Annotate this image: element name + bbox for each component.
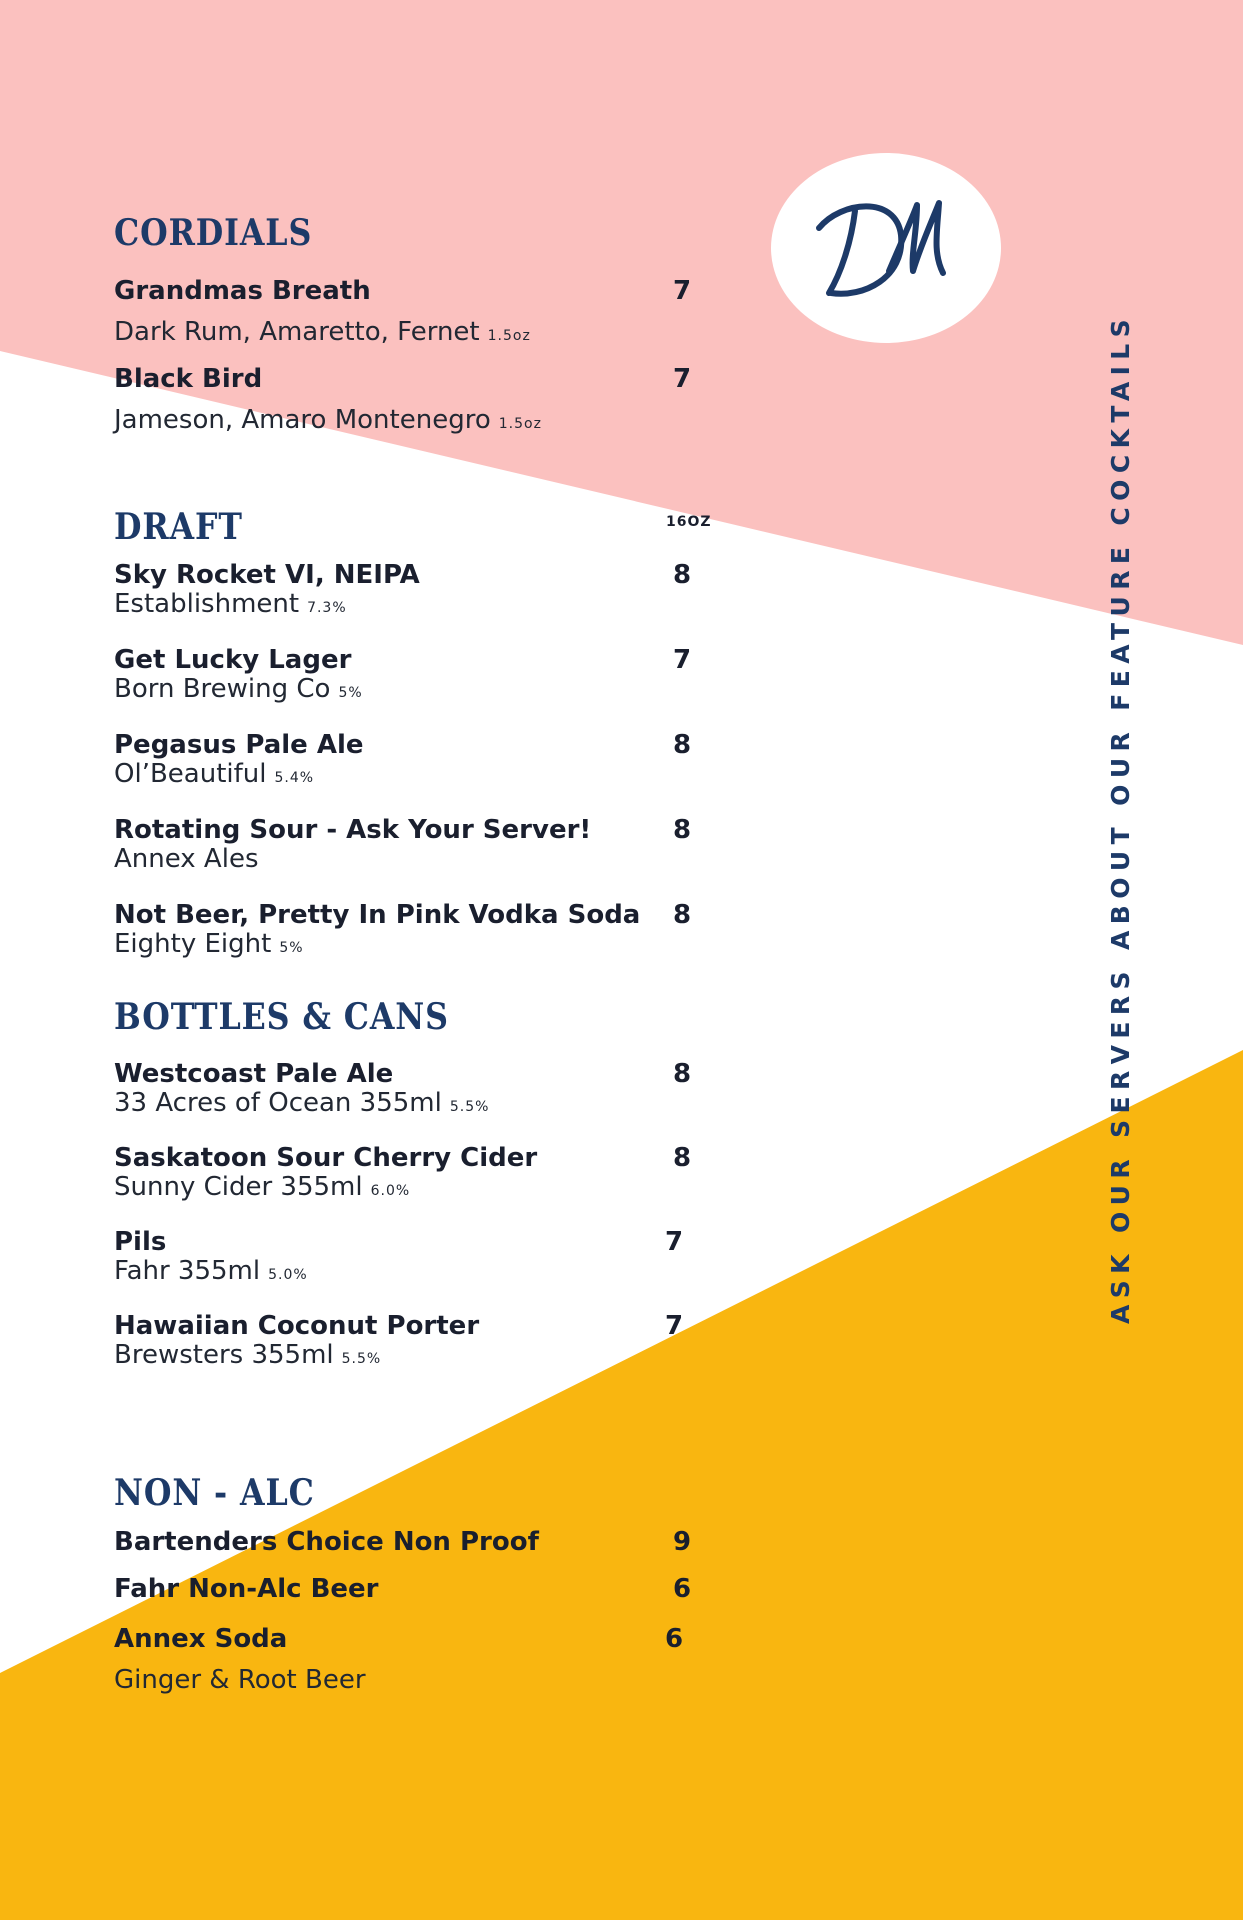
item-name: Bartenders Choice Non Proof (114, 1527, 539, 1557)
item-description: 33 Acres of Ocean 355ml 5.5% (114, 1088, 490, 1118)
item-price: 6 (664, 1624, 684, 1654)
menu-item (114, 1624, 714, 1694)
item-name: Hawaiian Coconut Porter (114, 1311, 480, 1341)
section-title-non-alc: NON - ALC (114, 1472, 315, 1514)
menu-item (114, 1059, 714, 1121)
item-name: Fahr Non-Alc Beer (114, 1574, 379, 1604)
item-description: Brewsters 355ml 5.5% (114, 1340, 382, 1370)
item-name: Sky Rocket VI, NEIPA (114, 560, 420, 590)
menu-item (114, 364, 714, 438)
serving-size-label: 16OZ (666, 514, 712, 530)
item-abv: 5.4% (274, 770, 315, 786)
item-name: Not Beer, Pretty In Pink Vodka Soda (114, 900, 641, 930)
item-price: 6 (672, 1574, 692, 1604)
item-description: Establishment 7.3% (114, 589, 347, 619)
menu-item (114, 1227, 714, 1289)
item-name: Black Bird (114, 364, 263, 394)
item-abv: 5% (338, 685, 363, 701)
item-abv: 5.5% (341, 1351, 382, 1367)
item-abv: 5% (279, 940, 304, 956)
item-abv: 5.5% (449, 1099, 490, 1115)
item-abv: 7.3% (307, 600, 347, 616)
item-volume: 1.5oz (487, 328, 531, 344)
item-name: Pegasus Pale Ale (114, 730, 364, 760)
item-name: Westcoast Pale Ale (114, 1059, 394, 1089)
section-title-cordials: CORDIALS (114, 212, 313, 254)
item-price: 8 (672, 900, 692, 930)
item-name: Saskatoon Sour Cherry Cider (114, 1143, 538, 1173)
item-price: 7 (672, 276, 692, 306)
menu-item (114, 1143, 714, 1205)
dm-monogram-logo (771, 153, 1001, 343)
item-abv: 6.0% (370, 1183, 411, 1199)
menu-item (114, 645, 714, 707)
item-price: 8 (672, 1143, 692, 1173)
item-name: Get Lucky Lager (114, 645, 352, 675)
menu-item (114, 1527, 714, 1557)
item-description: Jameson, Amaro Montenegro 1.5oz (114, 405, 542, 435)
item-description: Annex Ales (114, 844, 259, 874)
item-name: Annex Soda (114, 1624, 288, 1654)
section-title-bottles-cans: BOTTLES & CANS (114, 996, 449, 1038)
menu-item (114, 730, 714, 792)
menu-item (114, 1574, 714, 1604)
menu-item (114, 560, 714, 622)
item-price: 7 (672, 364, 692, 394)
item-price: 7 (672, 645, 692, 675)
menu-item (114, 815, 714, 873)
item-price: 8 (672, 730, 692, 760)
item-description: Born Brewing Co 5% (114, 674, 363, 704)
item-price: 8 (672, 560, 692, 590)
menu-item (114, 900, 714, 962)
item-description: Fahr 355ml 5.0% (114, 1256, 308, 1286)
item-price: 7 (664, 1311, 684, 1341)
item-name: Rotating Sour - Ask Your Server! (114, 815, 592, 845)
item-price: 8 (672, 1059, 692, 1089)
item-name: Pils (114, 1227, 167, 1257)
item-description: Sunny Cider 355ml 6.0% (114, 1172, 411, 1202)
feature-cocktails-note: ASK OUR SERVERS ABOUT OUR FEATURE COCKTAILS (1106, 312, 1135, 1324)
item-description: Dark Rum, Amaretto, Fernet 1.5oz (114, 317, 531, 347)
item-price: 9 (672, 1527, 692, 1557)
section-title-draft: DRAFT (114, 506, 243, 548)
item-description: Eighty Eight 5% (114, 929, 304, 959)
item-description: Ginger & Root Beer (114, 1665, 366, 1695)
item-price: 8 (672, 815, 692, 845)
menu-item (114, 276, 714, 350)
item-name: Grandmas Breath (114, 276, 371, 306)
item-volume: 1.5oz (498, 416, 542, 432)
item-price: 7 (664, 1227, 684, 1257)
menu-item (114, 1311, 714, 1373)
item-description: Ol’Beautiful 5.4% (114, 759, 315, 789)
item-abv: 5.0% (268, 1267, 308, 1283)
